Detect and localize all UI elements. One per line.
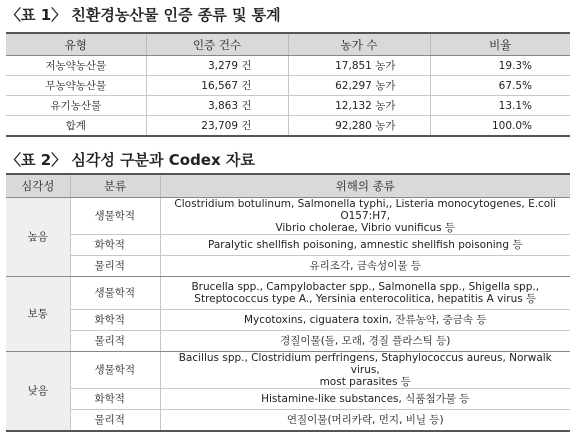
column-header: 분류 bbox=[70, 174, 160, 198]
table-row bbox=[6, 235, 570, 256]
table-row bbox=[6, 198, 570, 235]
type-cell: 유기농산물 bbox=[6, 96, 146, 116]
category-cell: 생물학적 bbox=[70, 277, 160, 310]
severity-cell: 높음 bbox=[6, 198, 70, 277]
certification-stats-table bbox=[6, 32, 570, 137]
severity-cell: 낮음 bbox=[6, 352, 70, 432]
table1-caption: 〈표 1〉 친환경농산물 인증 종류 및 통계 bbox=[6, 6, 281, 24]
table-row bbox=[6, 277, 570, 310]
table-row bbox=[6, 331, 570, 352]
table-row bbox=[6, 389, 570, 410]
hazard-line: most parasites 등 bbox=[319, 376, 411, 388]
column-header: 위해의 종류 bbox=[160, 174, 570, 198]
type-cell: 저농약농산물 bbox=[6, 56, 146, 76]
severity-cell: 보통 bbox=[6, 277, 70, 352]
category-cell: 물리적 bbox=[70, 410, 160, 432]
hazard-cell: Paralytic shellfish poisoning, amnestic shellfish poisoning 등 bbox=[160, 235, 570, 256]
hazard-cell: 경질이물(돌, 모래, 경질 플라스틱 등) bbox=[160, 331, 570, 352]
hazard-cell: 유리조각, 금속성이물 등 bbox=[160, 256, 570, 277]
farm-count-cell: 12,132 농가 bbox=[288, 96, 430, 116]
hazard-line: Brucella spp., Campylobacter spp., Salmonella spp., Shigella spp., bbox=[191, 281, 540, 293]
table-header-row bbox=[6, 174, 570, 198]
table-row bbox=[6, 310, 570, 331]
farm-count-cell: 62,297 농가 bbox=[288, 76, 430, 96]
ratio-cell: 67.5% bbox=[430, 76, 570, 96]
column-header: 유형 bbox=[6, 33, 146, 56]
farm-count-cell: 92,280 농가 bbox=[288, 116, 430, 137]
category-cell: 물리적 bbox=[70, 256, 160, 277]
column-header: 인증 건수 bbox=[146, 33, 288, 56]
type-cell: 합계 bbox=[6, 116, 146, 137]
hazard-line: Clostridium botulinum, Salmonella typhi,, Listeria monocytogenes, E.coli O157:H7, bbox=[174, 198, 557, 222]
cert-count-cell: 3,863 건 bbox=[146, 96, 288, 116]
total-row bbox=[6, 116, 570, 137]
table-row bbox=[6, 96, 570, 116]
cert-count-cell: 16,567 건 bbox=[146, 76, 288, 96]
hazard-line: Streptococcus type A., Yersinia enterocolitica, hepatitis A virus 등 bbox=[194, 293, 537, 305]
hazard-cell bbox=[160, 198, 570, 235]
category-cell: 생물학적 bbox=[70, 352, 160, 389]
category-cell: 화학적 bbox=[70, 235, 160, 256]
category-cell: 화학적 bbox=[70, 389, 160, 410]
farm-count-cell: 17,851 농가 bbox=[288, 56, 430, 76]
cert-count-cell: 3,279 건 bbox=[146, 56, 288, 76]
hazard-cell: Histamine-like substances, 식품첨가물 등 bbox=[160, 389, 570, 410]
column-header: 농가 수 bbox=[288, 33, 430, 56]
table-header-row bbox=[6, 33, 570, 56]
hazard-cell bbox=[160, 277, 570, 310]
ratio-cell: 13.1% bbox=[430, 96, 570, 116]
column-header: 심각성 bbox=[6, 174, 70, 198]
ratio-cell: 100.0% bbox=[430, 116, 570, 137]
hazard-cell: Mycotoxins, ciguatera toxin, 잔류농약, 중금속 등 bbox=[160, 310, 570, 331]
table2-caption: 〈표 2〉 심각성 구분과 Codex 자료 bbox=[6, 151, 255, 169]
column-header: 비율 bbox=[430, 33, 570, 56]
table-row bbox=[6, 256, 570, 277]
type-cell: 무농약농산물 bbox=[6, 76, 146, 96]
hazard-cell: 연질이물(머리카락, 먼지, 비닐 등) bbox=[160, 410, 570, 432]
category-cell: 물리적 bbox=[70, 331, 160, 352]
severity-codex-table bbox=[6, 173, 570, 432]
hazard-cell bbox=[160, 352, 570, 389]
table-row bbox=[6, 76, 570, 96]
category-cell: 생물학적 bbox=[70, 198, 160, 235]
table-row bbox=[6, 56, 570, 76]
hazard-line: Vibrio cholerae, Vibrio vunificus 등 bbox=[275, 222, 456, 234]
category-cell: 화학적 bbox=[70, 310, 160, 331]
table-row bbox=[6, 352, 570, 389]
table-row bbox=[6, 410, 570, 432]
hazard-line: Bacillus spp., Clostridium perfringens, Staphylococcus aureus, Norwalk virus, bbox=[178, 352, 552, 376]
ratio-cell: 19.3% bbox=[430, 56, 570, 76]
cert-count-cell: 23,709 건 bbox=[146, 116, 288, 137]
